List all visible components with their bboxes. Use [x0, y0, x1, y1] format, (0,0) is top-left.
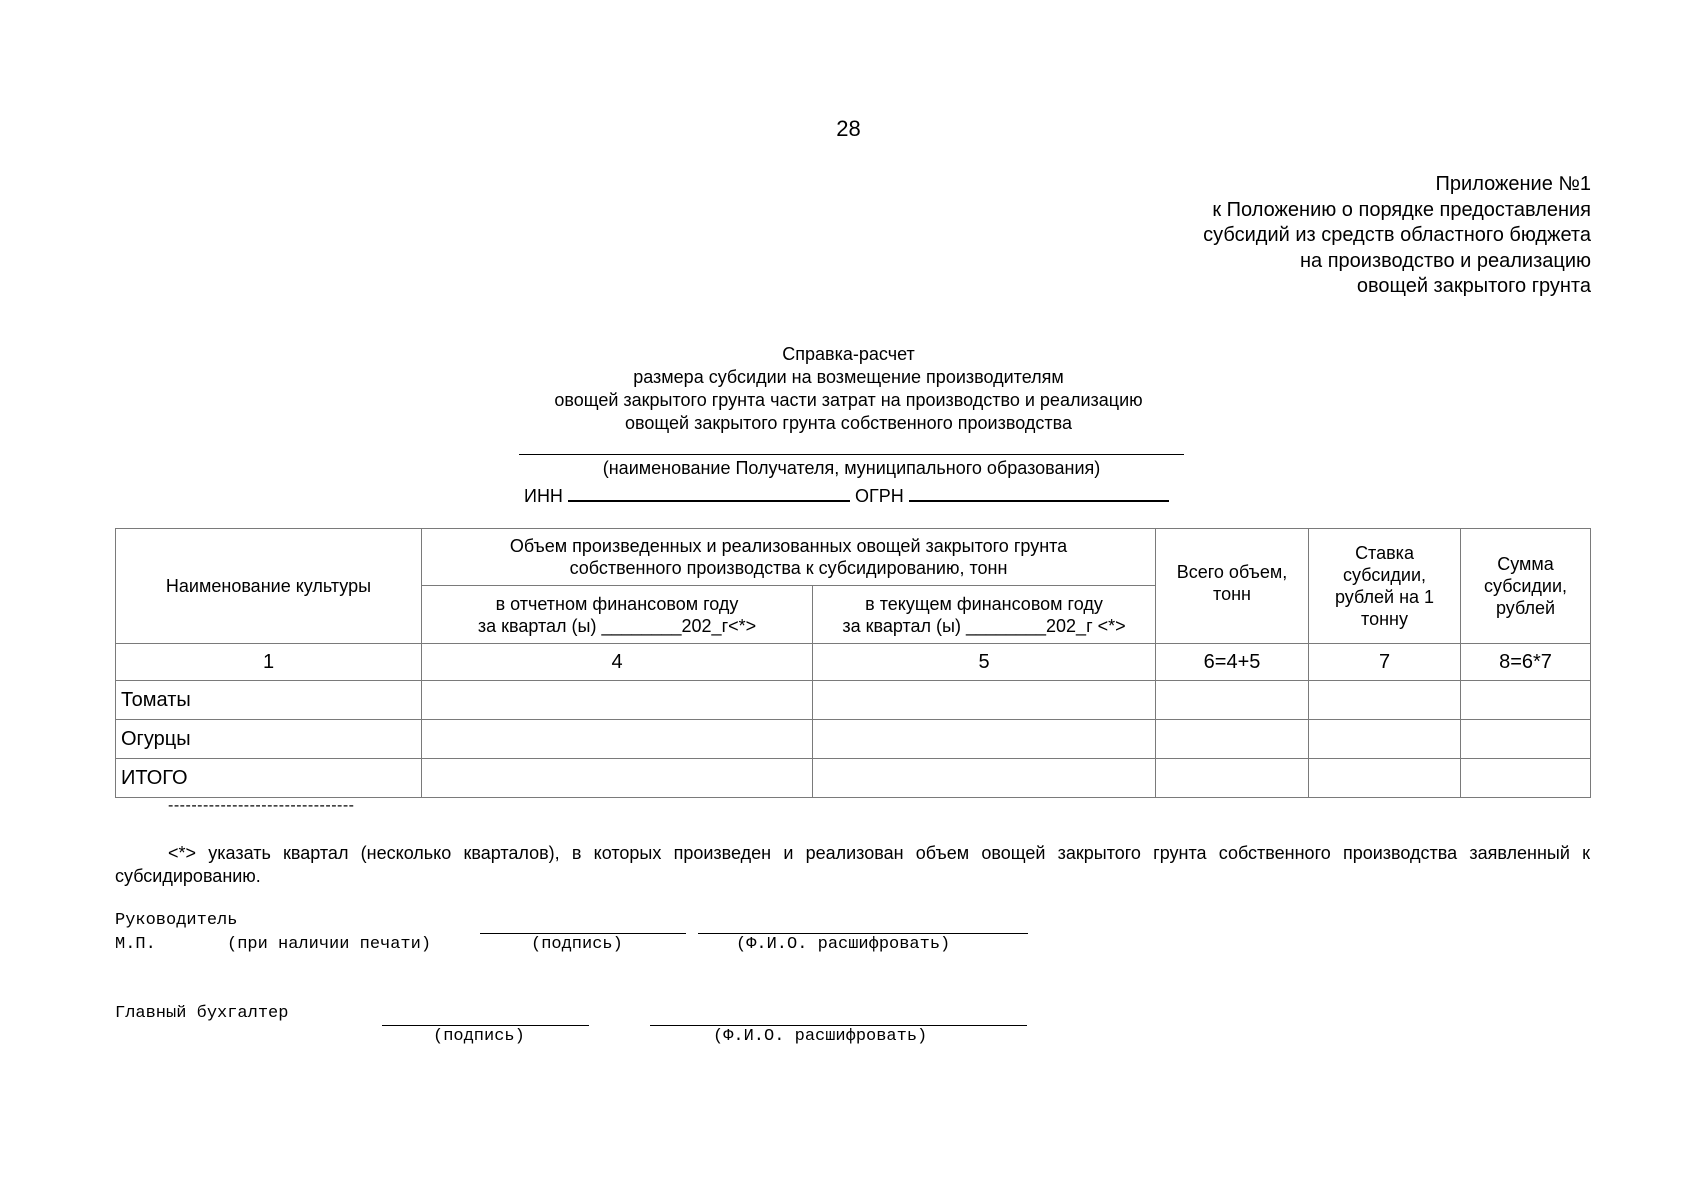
header-culture: Наименование культуры: [116, 529, 422, 644]
column-number: 1: [116, 644, 422, 681]
header-sum-line: субсидии,: [1484, 576, 1567, 596]
head-name-caption: (Ф.И.О. расшифровать): [736, 935, 951, 954]
header-current-line: в текущем финансовом году: [865, 593, 1103, 614]
header-reporting-year: [422, 586, 813, 644]
accountant-name-line: [650, 1025, 1027, 1026]
column-number: 5: [813, 644, 1156, 681]
appendix-line: на производство и реализацию: [1300, 249, 1591, 272]
table-cell: [422, 720, 813, 759]
accountant-signature-line: [382, 1025, 589, 1026]
head-signature-caption: (подпись): [531, 935, 623, 954]
header-rate-line: тонну: [1361, 609, 1408, 629]
header-reporting-line: за квартал (ы) ________202_г<*>: [477, 615, 757, 636]
header-total: [1156, 529, 1309, 644]
table-cell: [1461, 759, 1591, 798]
table-cell: [422, 681, 813, 720]
inn-label: ИНН: [524, 486, 563, 506]
title-line: овощей закрытого грунта собственного производства: [625, 413, 1072, 433]
ogrn-line: [909, 482, 1169, 502]
head-signature-line: [480, 933, 686, 934]
header-rate: [1309, 529, 1461, 644]
appendix-line: Приложение №1: [1435, 173, 1591, 195]
ogrn-label: ОГРН: [854, 486, 904, 506]
accountant-name-caption: (Ф.И.О. расшифровать): [713, 1027, 928, 1046]
appendix-header: [1203, 172, 1591, 300]
header-total-line: тонн: [1213, 584, 1251, 604]
table-cell: [1309, 720, 1461, 759]
row-name: Огурцы: [116, 720, 422, 759]
header-reporting-line: в отчетном финансовом году: [495, 593, 739, 614]
header-rate-line: Ставка: [1355, 543, 1414, 563]
column-number: 7: [1309, 644, 1461, 681]
recipient-name-line: [519, 454, 1184, 455]
column-number: 6=4+5: [1156, 644, 1309, 681]
stamp-note: (при наличии печати): [227, 935, 432, 954]
page-number: 28: [836, 116, 861, 141]
footnote: <*> указать квартал (несколько кварталов), в которых произведен и реализован объем овощей закрытого грунта собственного производства заявленный к субсидированию.: [115, 843, 1590, 886]
column-number: 8=6*7: [1461, 644, 1591, 681]
header-sum-line: Сумма: [1497, 554, 1554, 574]
appendix-line: к Положению о порядке предоставления: [1212, 198, 1591, 221]
row-name: ИТОГО: [116, 759, 422, 798]
table-cell: [1461, 681, 1591, 720]
header-volume-line: Объем произведенных и реализованных овощей закрытого грунта: [509, 536, 1068, 556]
header-volume-group: [422, 529, 1156, 586]
accountant-label: Главный бухгалтер: [115, 1004, 289, 1023]
inn-line: [568, 482, 850, 502]
inn-ogrn-row: [524, 482, 1169, 507]
head-name-line: [698, 933, 1028, 934]
table-cell: [1156, 759, 1309, 798]
header-current-line: за квартал (ы) ________202_г <*>: [842, 615, 1126, 636]
stamp-label: М.П.: [115, 935, 156, 954]
header-volume-line: собственного производства к субсидированию, тонн: [569, 558, 1008, 578]
header-sum: [1461, 529, 1591, 644]
header-rate-line: рублей на 1: [1334, 587, 1435, 607]
table-cell: [422, 759, 813, 798]
document-title: [0, 343, 1697, 435]
table-cell: [1461, 720, 1591, 759]
accountant-signature-caption: (подпись): [433, 1027, 525, 1046]
table-cell: [813, 681, 1156, 720]
header-sum-line: рублей: [1495, 598, 1556, 618]
footnote-separator: --------------------------------: [168, 797, 355, 814]
table-row: [116, 681, 1591, 720]
title-line: размера субсидии на возмещение производителям: [633, 367, 1064, 387]
table-cell: [1156, 681, 1309, 720]
table-cell: [1156, 720, 1309, 759]
table-row: [116, 759, 1591, 798]
table-cell: [813, 720, 1156, 759]
table-cell: [813, 759, 1156, 798]
header-current-year: [813, 586, 1156, 644]
row-name: Томаты: [116, 681, 422, 720]
title-line: Справка-расчет: [782, 344, 915, 364]
title-line: овощей закрытого грунта части затрат на производство и реализацию: [554, 390, 1143, 410]
header-total-line: Всего объем,: [1176, 562, 1288, 582]
appendix-line: субсидий из средств областного бюджета: [1203, 224, 1591, 246]
appendix-line: овощей закрытого грунта: [1356, 275, 1591, 297]
table-cell: [1309, 681, 1461, 720]
header-rate-line: субсидии,: [1343, 565, 1426, 585]
table-cell: [1309, 759, 1461, 798]
calculation-table: [115, 528, 1591, 798]
head-label: Руководитель: [115, 911, 238, 930]
table-row: [116, 720, 1591, 759]
column-number: 4: [422, 644, 813, 681]
recipient-caption: (наименование Получателя, муниципального образования): [602, 458, 1101, 478]
